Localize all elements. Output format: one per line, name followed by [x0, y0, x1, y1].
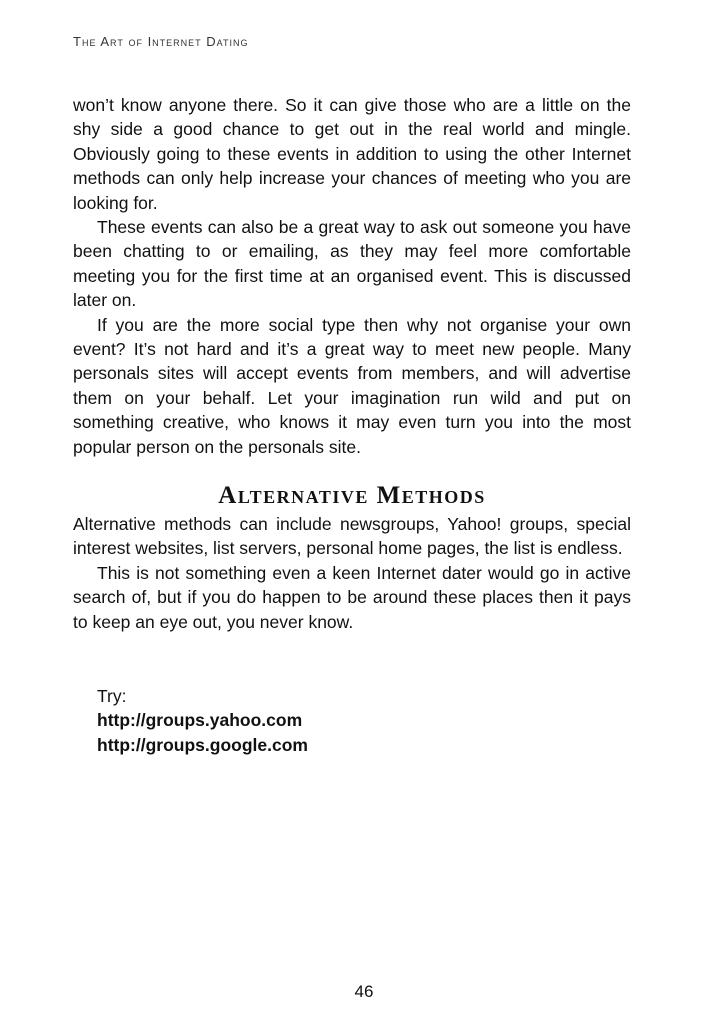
try-label: Try: — [97, 686, 127, 706]
paragraph: This is not something even a keen Internet dater would go in active search of, but if you do happen to be around these places then it pays to keep an eye out, you never know. — [73, 562, 631, 632]
paragraph: Alternative methods can include newsgroups, Yahoo! groups, special interest websites, list servers, personal home pages, the list is endless. — [73, 514, 631, 559]
paragraph: won’t know anyone there. So it can give those who are a little on the shy side a good chance to get out in the real world and mingle. Obviously going to these events in addition to using the other Internet methods can only help increase your chances of meeting who you are looking for. — [73, 95, 631, 213]
section-heading: Alternative Methods — [218, 482, 486, 509]
link-google-groups[interactable]: http://groups.google.com — [97, 734, 308, 755]
link-yahoo-groups[interactable]: http://groups.yahoo.com — [97, 710, 303, 731]
try-list — [97, 684, 308, 757]
page-number: 46 — [354, 982, 374, 1001]
body-text — [73, 93, 631, 459]
paragraph: If you are the more social type then why not organise your own event? It’s not hard and it’s a great way to meet new people. Many personals sites will accept events from members, and will advertise them on your behalf. Let your imagination run wild and put on something creative, who knows it may even turn you into the most popular person on the personals site. — [73, 314, 631, 457]
section-text — [73, 512, 631, 634]
running-head: The Art of Internet Dating — [73, 34, 249, 49]
paragraph: These events can also be a great way to ask out someone you have been chatting to or emailing, as they may feel more comfortable meeting you for the first time at an organised event. This is discussed later on. — [73, 217, 631, 311]
